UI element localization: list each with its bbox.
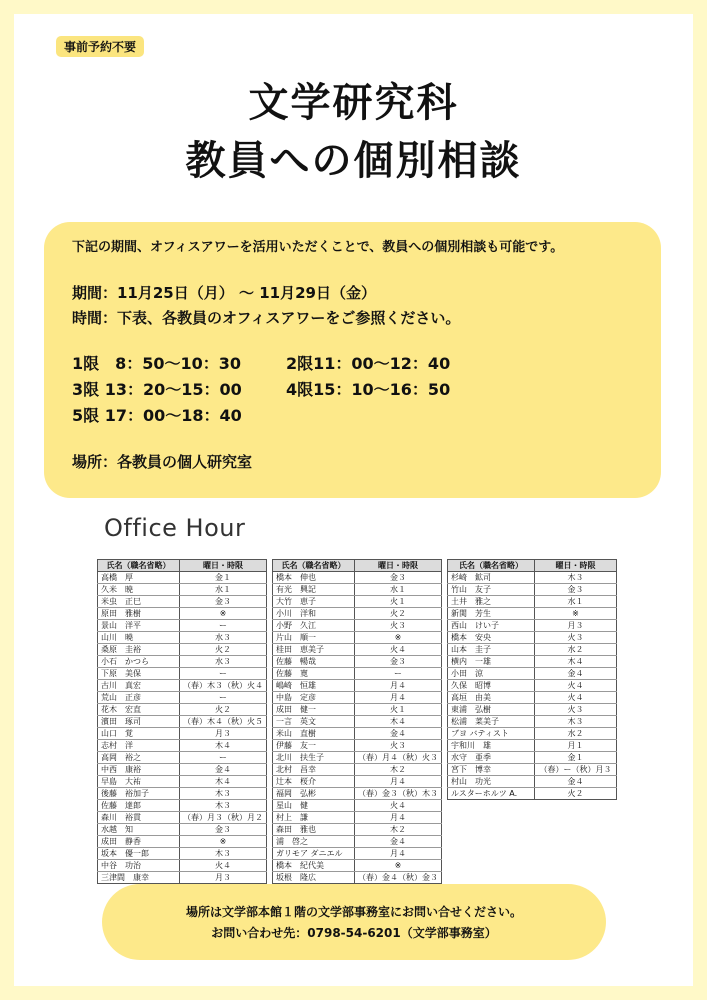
office-hour-slot: （春）月３（秋）月２ bbox=[180, 812, 267, 824]
office-hour-slot: 金４ bbox=[535, 776, 617, 788]
office-hour-slot: 水３ bbox=[180, 656, 267, 668]
office-hour-slot: 金３ bbox=[180, 824, 267, 836]
period-1: 1限 8：50～10：30 bbox=[72, 354, 242, 373]
office-hour-slot: （春）木３（秋）火４ bbox=[180, 680, 267, 692]
table-row bbox=[98, 836, 267, 848]
table-row bbox=[273, 620, 442, 632]
office-hour-slot: 水１ bbox=[535, 596, 617, 608]
table-row bbox=[98, 692, 267, 704]
faculty-name: 村山 功光 bbox=[448, 776, 535, 788]
office-hour-slot: 火３ bbox=[535, 704, 617, 716]
period-2: 2限11：00～12：40 bbox=[286, 354, 451, 373]
info-period: 期間：11月25日（月） ～ 11月29日（金） bbox=[72, 284, 376, 302]
faculty-name: 久米 暁 bbox=[98, 584, 180, 596]
faculty-name: ルスターホルツ A. bbox=[448, 788, 535, 800]
office-hour-slot: 月４ bbox=[355, 848, 442, 860]
office-hour-slot: 木４ bbox=[180, 776, 267, 788]
office-hour-slot: 火４ bbox=[535, 680, 617, 692]
faculty-name: 水越 知 bbox=[98, 824, 180, 836]
faculty-name: 景山 洋平 bbox=[98, 620, 180, 632]
table-row bbox=[273, 644, 442, 656]
office-hour-slot: 火２ bbox=[180, 704, 267, 716]
office-hour-slot: 木３ bbox=[180, 800, 267, 812]
faculty-name: 松浦 菜美子 bbox=[448, 716, 535, 728]
faculty-name: 三津間 康幸 bbox=[98, 872, 180, 884]
table-row bbox=[273, 860, 442, 872]
faculty-name: 高橋 厚 bbox=[98, 572, 180, 584]
faculty-name: 東浦 弘樹 bbox=[448, 704, 535, 716]
table-row bbox=[273, 680, 442, 692]
office-hour-tables bbox=[97, 559, 617, 884]
time-column-header: 曜日・時限 bbox=[355, 560, 442, 572]
faculty-name: 宇和川 雄 bbox=[448, 740, 535, 752]
office-hour-slot: 木３ bbox=[535, 716, 617, 728]
table-row bbox=[448, 740, 617, 752]
name-column-header: 氏名（職名省略） bbox=[98, 560, 180, 572]
faculty-name: 大竹 恵子 bbox=[273, 596, 355, 608]
faculty-name: 浦 啓之 bbox=[273, 836, 355, 848]
office-hour-slot: 火４ bbox=[355, 644, 442, 656]
office-hour-slot: （春）木４（秋）火５ bbox=[180, 716, 267, 728]
contact-line-1: 場所は文学部本館１階の文学部事務室にお問い合せください。 bbox=[185, 905, 522, 919]
table-row bbox=[448, 716, 617, 728]
table-row bbox=[273, 872, 442, 884]
table-row bbox=[273, 740, 442, 752]
table-row bbox=[448, 764, 617, 776]
office-hour-slot: 金１ bbox=[535, 752, 617, 764]
faculty-name: 花木 宏直 bbox=[98, 704, 180, 716]
title-line-2: 教員への個別相談 bbox=[185, 138, 522, 184]
no-reservation-badge: 事前予約不要 bbox=[56, 36, 144, 57]
info-place: 場所：各教員の個人研究室 bbox=[72, 453, 253, 471]
faculty-name: 森田 雅也 bbox=[273, 824, 355, 836]
faculty-name: 小田 涼 bbox=[448, 668, 535, 680]
table-row bbox=[273, 584, 442, 596]
office-hour-table bbox=[272, 559, 442, 884]
office-hour-slot: 金４ bbox=[180, 764, 267, 776]
office-hour-slot: ※ bbox=[355, 860, 442, 872]
faculty-name: 橋本 伸也 bbox=[273, 572, 355, 584]
table-row bbox=[273, 848, 442, 860]
faculty-name: 新関 芳生 bbox=[448, 608, 535, 620]
faculty-name: 北村 昌幸 bbox=[273, 764, 355, 776]
office-hour-slot: 月３ bbox=[180, 728, 267, 740]
table-row bbox=[448, 692, 617, 704]
office-hour-slot: ー bbox=[180, 752, 267, 764]
office-hour-slot: 水２ bbox=[535, 644, 617, 656]
faculty-name: ブヨ バティスト bbox=[448, 728, 535, 740]
faculty-name: 横内 一雄 bbox=[448, 656, 535, 668]
period-4: 4限15：10～16：50 bbox=[286, 380, 451, 399]
table-row bbox=[448, 728, 617, 740]
faculty-name: 桂田 恵美子 bbox=[273, 644, 355, 656]
period-3: 3限 13：20～15：00 bbox=[72, 380, 242, 399]
table-row bbox=[98, 812, 267, 824]
office-hour-slot: 木２ bbox=[355, 764, 442, 776]
office-hour-slot: 金３ bbox=[355, 572, 442, 584]
name-column-header: 氏名（職名省略） bbox=[448, 560, 535, 572]
table-row bbox=[98, 596, 267, 608]
faculty-name: 水守 亜季 bbox=[448, 752, 535, 764]
office-hour-slot: 水３ bbox=[180, 632, 267, 644]
office-hour-slot: ー bbox=[180, 692, 267, 704]
faculty-name: 濱田 琢司 bbox=[98, 716, 180, 728]
table-row bbox=[448, 752, 617, 764]
table-row bbox=[273, 824, 442, 836]
office-hour-slot: 月３ bbox=[180, 872, 267, 884]
faculty-name: 久保 昭博 bbox=[448, 680, 535, 692]
office-hour-slot: ※ bbox=[355, 632, 442, 644]
office-hour-slot: 金４ bbox=[535, 668, 617, 680]
faculty-name: 桑原 圭裕 bbox=[98, 644, 180, 656]
table-row bbox=[448, 788, 617, 800]
faculty-name: 中西 康裕 bbox=[98, 764, 180, 776]
office-hour-table bbox=[97, 559, 267, 884]
faculty-name: 下原 美保 bbox=[98, 668, 180, 680]
office-hour-slot: 木３ bbox=[535, 572, 617, 584]
office-hour-slot: 金３ bbox=[355, 656, 442, 668]
office-hour-slot: ー bbox=[355, 668, 442, 680]
table-header-row bbox=[98, 560, 267, 572]
faculty-name: 竹山 友子 bbox=[448, 584, 535, 596]
office-hour-slot: 火２ bbox=[535, 788, 617, 800]
faculty-name: 佐藤 達郎 bbox=[98, 800, 180, 812]
table-row bbox=[98, 752, 267, 764]
faculty-name: 小石 かつら bbox=[98, 656, 180, 668]
table-row bbox=[273, 704, 442, 716]
office-hour-slot: 水２ bbox=[535, 728, 617, 740]
table-row bbox=[273, 728, 442, 740]
table-row bbox=[98, 632, 267, 644]
faculty-name: 片山 順一 bbox=[273, 632, 355, 644]
office-hour-slot: 水１ bbox=[180, 584, 267, 596]
table-row bbox=[98, 788, 267, 800]
faculty-name: 中島 定彦 bbox=[273, 692, 355, 704]
info-time: 時間：下表、各教員のオフィスアワーをご参照ください。 bbox=[72, 309, 461, 327]
faculty-name: 橋本 紀代美 bbox=[273, 860, 355, 872]
table-row bbox=[448, 572, 617, 584]
faculty-name: 橋本 安央 bbox=[448, 632, 535, 644]
faculty-name: 坂本 優一郎 bbox=[98, 848, 180, 860]
office-hour-slot: 火４ bbox=[355, 800, 442, 812]
faculty-name: 山本 圭子 bbox=[448, 644, 535, 656]
faculty-name: 杉崎 鉱司 bbox=[448, 572, 535, 584]
office-hour-slot: （春）金３（秋）木３ bbox=[355, 788, 442, 800]
table-row bbox=[273, 632, 442, 644]
faculty-name: 米山 直樹 bbox=[273, 728, 355, 740]
table-row bbox=[98, 860, 267, 872]
faculty-name: 成田 健一 bbox=[273, 704, 355, 716]
office-hour-slot: 金４ bbox=[355, 728, 442, 740]
table-row bbox=[448, 704, 617, 716]
table-row bbox=[273, 800, 442, 812]
name-column-header: 氏名（職名省略） bbox=[273, 560, 355, 572]
faculty-name: 佐藤 暢哉 bbox=[273, 656, 355, 668]
office-hour-slot: ー bbox=[180, 620, 267, 632]
faculty-name: 志村 洋 bbox=[98, 740, 180, 752]
table-row bbox=[98, 704, 267, 716]
office-hour-heading: Office Hour bbox=[104, 514, 246, 542]
table-row bbox=[448, 680, 617, 692]
table-row bbox=[98, 608, 267, 620]
office-hour-slot: 木３ bbox=[180, 788, 267, 800]
table-row bbox=[273, 596, 442, 608]
table-header-row bbox=[273, 560, 442, 572]
faculty-name: 福岡 弘彬 bbox=[273, 788, 355, 800]
table-row bbox=[273, 812, 442, 824]
table-row bbox=[273, 656, 442, 668]
table-row bbox=[98, 800, 267, 812]
faculty-name: 米虫 正巳 bbox=[98, 596, 180, 608]
office-hour-slot: 火１ bbox=[355, 596, 442, 608]
info-intro: 下記の期間、オフィスアワーを活用いただくことで、教員への個別相談も可能です。 bbox=[72, 240, 564, 255]
office-hour-slot: 火４ bbox=[180, 860, 267, 872]
office-hour-slot: 木３ bbox=[180, 848, 267, 860]
faculty-name: 古川 真宏 bbox=[98, 680, 180, 692]
office-hour-slot: ※ bbox=[180, 836, 267, 848]
office-hour-slot: 火２ bbox=[180, 644, 267, 656]
table-row bbox=[273, 692, 442, 704]
faculty-name: 中谷 功治 bbox=[98, 860, 180, 872]
table-row bbox=[273, 608, 442, 620]
office-hour-slot: 火３ bbox=[535, 632, 617, 644]
faculty-name: 有光 興記 bbox=[273, 584, 355, 596]
table-row bbox=[448, 608, 617, 620]
faculty-name: 山口 覚 bbox=[98, 728, 180, 740]
office-hour-slot: 火１ bbox=[355, 704, 442, 716]
table-row bbox=[98, 740, 267, 752]
table-header-row bbox=[448, 560, 617, 572]
faculty-name: 星山 健 bbox=[273, 800, 355, 812]
office-hour-slot: 火３ bbox=[355, 620, 442, 632]
table-row bbox=[98, 716, 267, 728]
faculty-name: 村上 謙 bbox=[273, 812, 355, 824]
office-hour-slot: 木４ bbox=[180, 740, 267, 752]
office-hour-slot: 火３ bbox=[355, 740, 442, 752]
faculty-name: 成田 静香 bbox=[98, 836, 180, 848]
office-hour-slot: ※ bbox=[180, 608, 267, 620]
period-row bbox=[72, 351, 633, 377]
faculty-name: 西山 けい子 bbox=[448, 620, 535, 632]
contact-line-2: お問い合わせ先：0798-54-6201（文学部事務室） bbox=[211, 926, 497, 940]
faculty-name: ガリモア ダニエル bbox=[273, 848, 355, 860]
faculty-name: 辻本 桜介 bbox=[273, 776, 355, 788]
faculty-name: 山川 曉 bbox=[98, 632, 180, 644]
office-hour-slot: 月３ bbox=[535, 620, 617, 632]
office-hour-slot: （春）月４（秋）火３ bbox=[355, 752, 442, 764]
table-row bbox=[98, 680, 267, 692]
contact-panel bbox=[102, 884, 606, 960]
office-hour-slot: 金３ bbox=[535, 584, 617, 596]
table-row bbox=[448, 668, 617, 680]
table-row bbox=[448, 632, 617, 644]
table-row bbox=[448, 776, 617, 788]
page-title bbox=[14, 74, 693, 190]
table-row bbox=[448, 584, 617, 596]
office-hour-slot: ー bbox=[180, 668, 267, 680]
office-hour-table bbox=[447, 559, 617, 800]
office-hour-slot: 金１ bbox=[180, 572, 267, 584]
table-row bbox=[98, 620, 267, 632]
faculty-name: 早島 大祐 bbox=[98, 776, 180, 788]
faculty-name: 嶋崎 恒雄 bbox=[273, 680, 355, 692]
office-hour-slot: 木２ bbox=[355, 824, 442, 836]
office-hour-slot: 金４ bbox=[355, 836, 442, 848]
table-row bbox=[273, 668, 442, 680]
faculty-name: 土井 雅之 bbox=[448, 596, 535, 608]
table-row bbox=[98, 728, 267, 740]
faculty-name: 高岡 裕之 bbox=[98, 752, 180, 764]
period-row bbox=[72, 403, 633, 429]
faculty-name: 後藤 裕加子 bbox=[98, 788, 180, 800]
table-row bbox=[98, 668, 267, 680]
office-hour-slot: 月４ bbox=[355, 776, 442, 788]
table-row bbox=[98, 872, 267, 884]
table-row bbox=[273, 752, 442, 764]
faculty-name: 原田 雅樹 bbox=[98, 608, 180, 620]
office-hour-slot: 月１ bbox=[535, 740, 617, 752]
office-hour-slot: 月４ bbox=[355, 812, 442, 824]
faculty-name: 北川 扶生子 bbox=[273, 752, 355, 764]
title-line-1: 文学研究科 bbox=[248, 80, 459, 126]
office-hour-slot: 木４ bbox=[355, 716, 442, 728]
faculty-name: 伊藤 友一 bbox=[273, 740, 355, 752]
table-row bbox=[98, 572, 267, 584]
faculty-name: 荒山 正彦 bbox=[98, 692, 180, 704]
info-panel bbox=[44, 222, 661, 498]
table-row bbox=[98, 764, 267, 776]
faculty-name: 宮下 博幸 bbox=[448, 764, 535, 776]
faculty-name: 小川 洋和 bbox=[273, 608, 355, 620]
table-row bbox=[98, 644, 267, 656]
office-hour-slot: 木４ bbox=[535, 656, 617, 668]
time-column-header: 曜日・時限 bbox=[535, 560, 617, 572]
office-hour-slot: ※ bbox=[535, 608, 617, 620]
faculty-name: 佐藤 寛 bbox=[273, 668, 355, 680]
table-row bbox=[273, 764, 442, 776]
faculty-name: 森川 裕貫 bbox=[98, 812, 180, 824]
table-row bbox=[98, 848, 267, 860]
table-row bbox=[448, 644, 617, 656]
office-hour-slot: 金３ bbox=[180, 596, 267, 608]
time-column-header: 曜日・時限 bbox=[180, 560, 267, 572]
office-hour-slot: （春）金４（秋）金３ bbox=[355, 872, 442, 884]
table-row bbox=[448, 656, 617, 668]
office-hour-slot: 火４ bbox=[535, 692, 617, 704]
table-row bbox=[273, 836, 442, 848]
period-5: 5限 17：00～18：40 bbox=[72, 406, 242, 425]
table-row bbox=[98, 824, 267, 836]
faculty-name: 小野 久江 bbox=[273, 620, 355, 632]
table-row bbox=[448, 620, 617, 632]
office-hour-slot: 火２ bbox=[355, 608, 442, 620]
table-row bbox=[98, 656, 267, 668]
office-hour-slot: （春）ー（秋）月３ bbox=[535, 764, 617, 776]
office-hour-slot: 月４ bbox=[355, 680, 442, 692]
content-area bbox=[14, 14, 693, 986]
office-hour-slot: 水１ bbox=[355, 584, 442, 596]
table-row bbox=[273, 776, 442, 788]
table-row bbox=[273, 716, 442, 728]
faculty-name: 一言 英文 bbox=[273, 716, 355, 728]
table-row bbox=[98, 584, 267, 596]
office-hour-slot: 月４ bbox=[355, 692, 442, 704]
period-schedule bbox=[72, 351, 633, 429]
faculty-name: 坂根 隆広 bbox=[273, 872, 355, 884]
table-row bbox=[273, 788, 442, 800]
table-row bbox=[273, 572, 442, 584]
faculty-name: 高垣 由美 bbox=[448, 692, 535, 704]
period-row bbox=[72, 377, 633, 403]
table-row bbox=[98, 776, 267, 788]
table-row bbox=[448, 596, 617, 608]
